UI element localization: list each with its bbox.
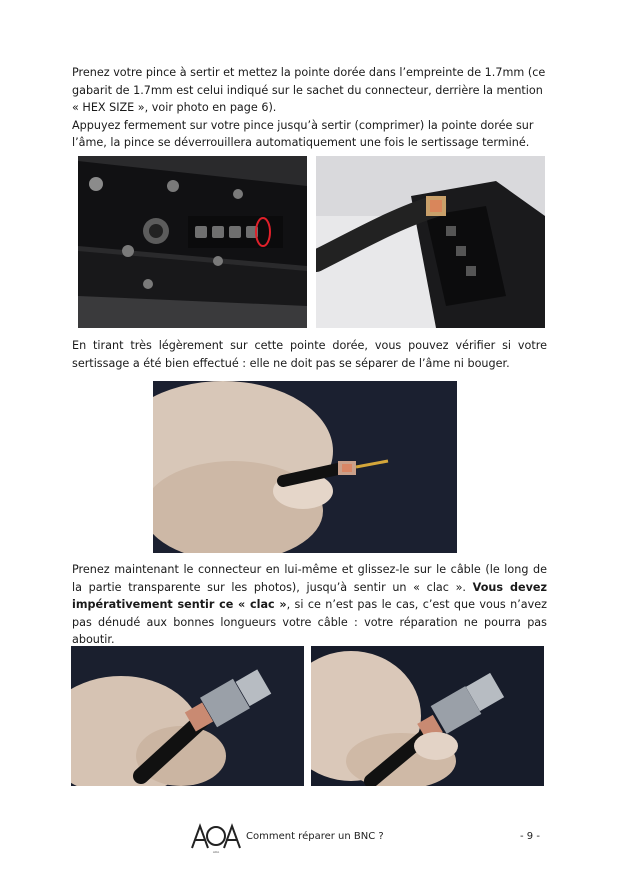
paragraph-text-4a: Prenez maintenant le connecteur en lui-même et glissez-le sur le câble (le long de la partie transparente sur les photos), jusqu’à sentir un « clac ». [72, 563, 547, 594]
paragraph-crimp-instructions [72, 64, 547, 152]
footer-title: Comment réparer un BNC ? [246, 831, 384, 842]
page-number: - 9 - [520, 831, 540, 842]
paragraph-text-4-bold: Vous devez impérativement sentir ce « clac » [72, 580, 547, 612]
photo-gold-pin-check [153, 381, 457, 553]
paragraph-connector-click [72, 561, 547, 649]
photo-crimp-tool-dies [78, 156, 307, 328]
paragraph-text-4b: , si ce n’est pas le cas, c’est que vous n’avez pas dénudé aux bonnes longueurs votre câble : votre réparation ne pourra pas aboutir. [72, 598, 547, 647]
paragraph-verify-crimp: En tirant très légèrement sur cette pointe dorée, vous pouvez vérifier si votre sertissage a été bien effectué : elle ne doit pas se séparer de l’âme ni bouger. [72, 339, 547, 370]
photo-cable-in-crimper [316, 156, 545, 328]
paragraph-text-1: Prenez votre pince à sertir et mettez la pointe dorée dans l’empreinte de 1.7mm (ce gabarit de 1.7mm est celui indiqué sur le sachet du connecteur, derrière la mention « HEX SIZE », voir photo en page 6). [72, 66, 546, 115]
logo-lettering: AOA [212, 850, 220, 854]
paragraph-text-2: Appuyez fermement sur votre pince jusqu’à sertir (comprimer) la pointe dorée sur l’âme, la pince se déverrouillera automatiquement une fois le sertissage terminé. [72, 118, 534, 150]
photo-connector-slide-right [311, 646, 544, 786]
aoa-logo [190, 822, 242, 854]
photo-connector-slide-left [71, 646, 304, 786]
